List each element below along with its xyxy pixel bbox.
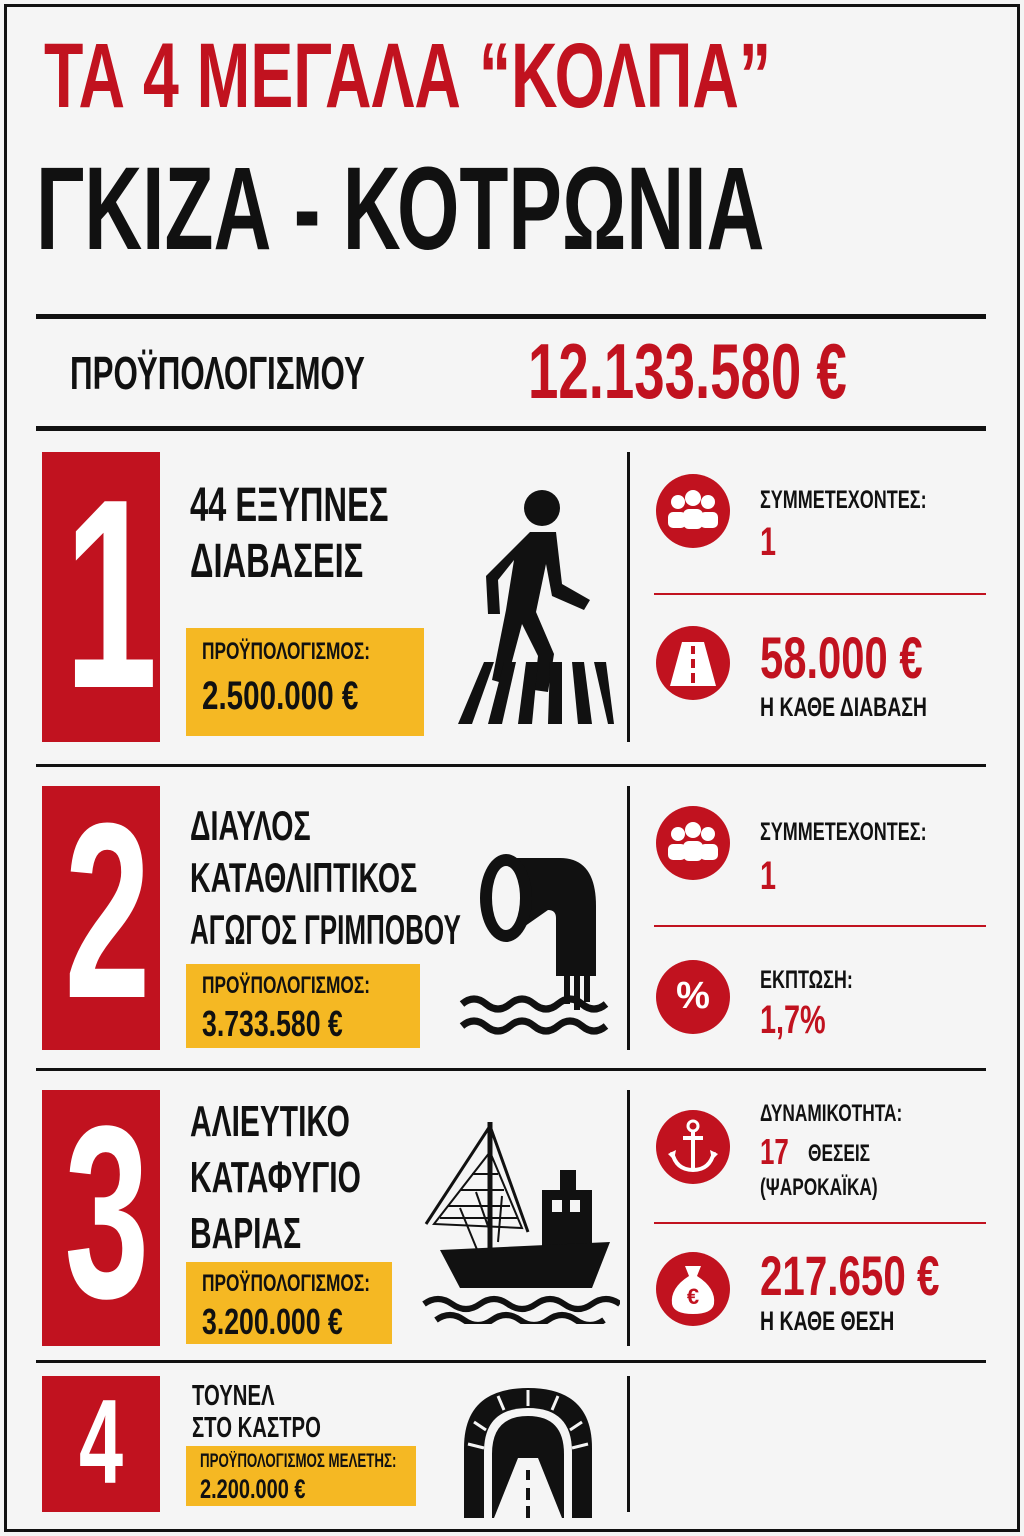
section-2-participants-value	[760, 856, 782, 896]
section-1-participants-label	[760, 488, 991, 513]
total-budget-value	[528, 327, 983, 415]
section-3-capacity-value	[760, 1131, 800, 1172]
section-separator-2	[36, 1068, 986, 1071]
section-3-capacity-label-text: ΔΥΝΑΜΙΚΟΤΗΤΑ:	[760, 1100, 903, 1127]
section-3-capacity-unit	[808, 1142, 894, 1166]
title-line-2-text: ΓΚΙΖΑ - ΚΟΤΡΩΝΙΑ	[36, 143, 765, 275]
header-rule-top	[36, 314, 986, 319]
section-1-budget-label: ΠΡΟΫΠΟΛΟΓΙΣΜΟΣ:	[202, 638, 370, 665]
section-4-divider	[627, 1376, 630, 1512]
section-2-discount-label-text: ΕΚΠΤΩΣΗ:	[760, 966, 853, 994]
money-bag-icon	[656, 1252, 730, 1326]
section-2-participants-value-text: 1	[760, 854, 777, 898]
section-2-divider	[627, 786, 630, 1050]
section-3-budget-label: ΠΡΟΫΠΟΛΟΓΙΣΜΟΣ:	[202, 1270, 370, 1297]
section-4-title-line-1: ΤΟΥΝΕΛ	[192, 1380, 275, 1412]
section-1-title-line-2: ΔΙΑΒΑΣΕΙΣ	[190, 535, 364, 588]
anchor-icon	[656, 1110, 730, 1184]
people-icon	[656, 474, 730, 548]
drain-pipe-icon	[456, 846, 616, 1036]
section-2-budget-value: 3.733.580 €	[202, 1003, 343, 1044]
section-4-title-line-2: ΣΤΟ ΚΑΣΤΡΟ	[192, 1412, 321, 1444]
section-1-divider	[627, 452, 630, 742]
euro-glyph: €	[686, 1284, 700, 1309]
section-3-budget-value: 3.200.000 €	[202, 1301, 343, 1342]
section-1-title-line-1: 44 ΕΞΥΠΝΕΣ	[190, 479, 389, 532]
tunnel-icon	[458, 1382, 598, 1518]
header-rule-bottom	[36, 426, 986, 431]
section-4-title	[192, 1380, 376, 1444]
pedestrian-crossing-icon	[444, 484, 614, 734]
section-3-title-line-2: ΚΑΤΑΦΥΓΙΟ	[190, 1153, 361, 1202]
section-4-number-box	[42, 1376, 160, 1512]
title-line-2	[36, 143, 1024, 275]
section-3-number-box	[42, 1075, 160, 1350]
percent-glyph: %	[676, 975, 710, 1017]
section-2-title-line-1: ΔΙΑΥΛΟΣ	[190, 802, 311, 849]
section-3-unit-cost-text: 217.650 €	[760, 1244, 940, 1307]
section-3-capacity-note	[760, 1176, 923, 1200]
section-3-budget-box	[186, 1262, 392, 1344]
section-1-number: 1	[64, 444, 158, 745]
percent-icon	[656, 960, 730, 1034]
section-4-number: 4	[78, 1375, 124, 1509]
section-1-budget-value: 2.500.000 €	[202, 674, 359, 718]
section-1-title	[190, 478, 482, 590]
section-2-participants-label-text: ΣΥΜΜΕΤΕΧΟΝΤΕΣ:	[760, 818, 927, 846]
section-1-unit-cost	[760, 626, 986, 691]
section-1-participants-label-text: ΣΥΜΜΕΤΕΧΟΝΤΕΣ:	[760, 486, 927, 514]
total-budget-label-text: ΠΡΟΫΠΟΛΟΓΙΣΜΟΥ	[70, 347, 365, 399]
section-3-title	[190, 1094, 441, 1262]
section-2-title-line-3: ΑΓΩΓΟΣ ΓΡΙΜΠΟΒΟΥ	[190, 906, 461, 953]
section-3-stats-divider	[654, 1222, 986, 1224]
section-3-divider	[627, 1090, 630, 1346]
section-2-number-box	[42, 771, 160, 1050]
section-separator-1	[36, 764, 986, 767]
section-2-title-line-2: ΚΑΤΑΘΛΙΠΤΙΚΟΣ	[190, 854, 418, 901]
section-3-unit-cost-label	[760, 1308, 947, 1335]
total-budget-value-text: 12.133.580 €	[528, 327, 847, 415]
section-2-stats-divider	[654, 925, 986, 927]
section-3-capacity-note-text: (ΨΑΡΟΚΑΪΚΑ)	[760, 1174, 878, 1201]
section-3-title-line-1: ΑΛΙΕΥΤΙΚΟ	[190, 1097, 350, 1146]
section-2-budget-label: ΠΡΟΫΠΟΛΟΓΙΣΜΟΣ:	[202, 972, 370, 999]
people-icon	[656, 806, 730, 880]
section-1-unit-cost-label-text: Η ΚΑΘΕ ΔΙΑΒΑΣΗ	[760, 692, 927, 722]
section-2-discount-value-text: 1,7%	[760, 998, 826, 1042]
fishing-boat-icon	[420, 1112, 620, 1324]
section-1-unit-cost-text: 58.000 €	[760, 626, 923, 691]
section-3-capacity-unit-text: ΘΕΣΕΙΣ	[808, 1140, 871, 1167]
section-1-participants-value-text: 1	[760, 520, 777, 564]
section-3-number: 3	[64, 1075, 150, 1350]
section-2-number: 2	[64, 771, 151, 1050]
section-3-title-line-3: ΒΑΡΙΑΣ	[190, 1209, 302, 1258]
section-4-budget-value: 2.200.000 €	[200, 1474, 306, 1504]
section-3-unit-cost-label-text: Η ΚΑΘΕ ΘΕΣΗ	[760, 1306, 895, 1336]
total-budget-label	[70, 347, 504, 399]
section-2-participants-label	[760, 820, 991, 845]
section-2-discount-label	[760, 968, 889, 993]
section-separator-3	[36, 1360, 986, 1363]
section-3-unit-cost	[760, 1244, 1009, 1307]
section-1-number-box	[42, 444, 160, 745]
section-2-budget-box	[186, 964, 420, 1048]
section-1-unit-cost-label	[760, 694, 992, 721]
section-1-stats-divider	[654, 593, 986, 595]
section-1-participants-value	[760, 522, 782, 562]
section-3-capacity-value-text: 17	[760, 1131, 789, 1172]
road-icon	[656, 626, 730, 700]
section-4-budget-label: ΠΡΟΫΠΟΛΟΓΙΣΜΟΣ ΜΕΛΕΤΗΣ:	[200, 1451, 397, 1472]
section-3-capacity-label	[760, 1102, 958, 1126]
section-4-budget-box	[186, 1446, 416, 1506]
section-1-budget-box	[186, 628, 424, 736]
section-2-discount-value	[760, 1000, 851, 1040]
title-line-1	[44, 25, 1024, 127]
title-line-1-text: ΤΑ 4 ΜΕΓΑΛΑ “ΚΟΛΠΑ”	[44, 25, 772, 127]
